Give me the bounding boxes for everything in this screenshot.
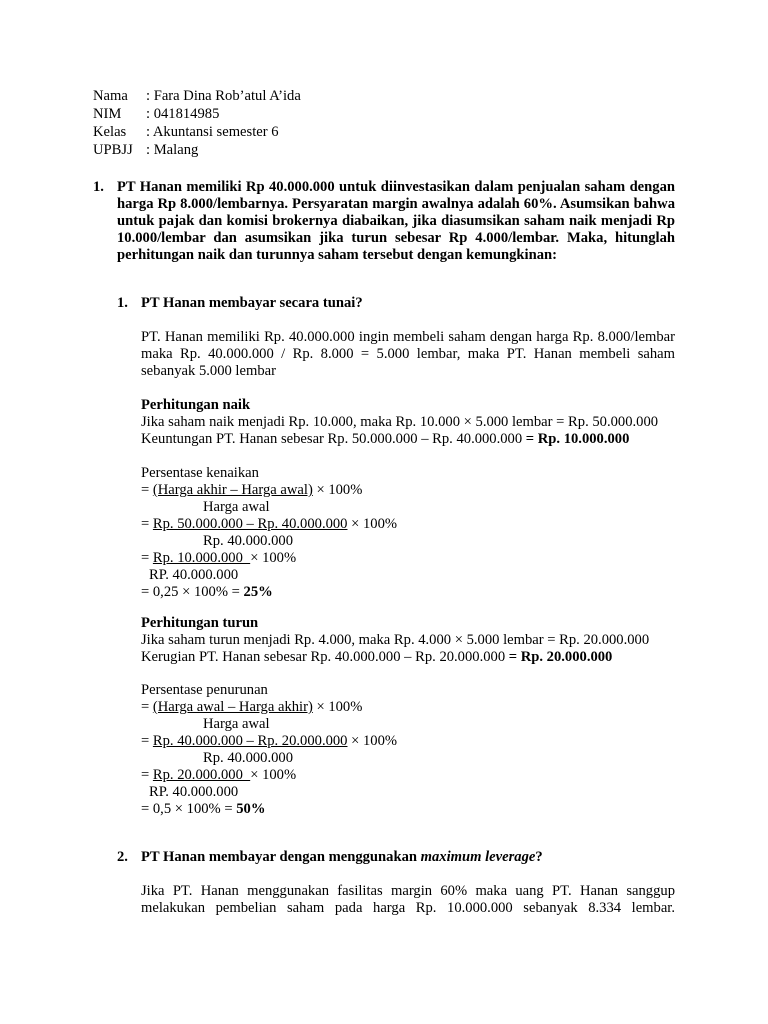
formula-denominator: Rp. 40.000.000 [203,533,293,549]
profit-amount: = Rp. 10.000.000 [525,431,630,447]
formula-multiplier: × 100% [250,550,297,566]
identity-key: NIM [93,106,122,122]
formula-numerator: Rp. 40.000.000 – Rp. 20.000.000 [152,733,348,749]
equals-sign: = [141,733,153,749]
formula-numerator: Rp. 10.000.000 [152,550,251,566]
result-value: 50% [236,801,266,817]
equals-sign: = [141,516,153,532]
equals-sign: = [141,550,153,566]
formula-label: Persentase kenaikan [141,465,259,481]
answer-line: melakukan pembelian saham pada harga Rp. 10.000.000 sebanyak 8.334 lembar. [141,900,675,916]
question-text: PT Hanan memiliki Rp 40.000.000 untuk diinvestasikan dalam penjualan saham dengan harga Rp 8.000/lembarnya. Persyaratan margin awalnya adalah 60%. Asumsikan bahwa untuk pajak dan komisi brokernya diabaikan, jika diasumsikan saham naik menjadi Rp 10.000/lembar dan asumsikan jika turun sebesar Rp 4.000/lembar. Maka, hitunglah perhitungan naik dan turunnya saham tersebut dengan kemungkinan: [117,179,675,263]
formula-multiplier: × 100% [347,516,398,532]
perhitungan-naik-section [141,397,675,448]
loss-line [141,649,675,666]
formula-result [141,801,675,818]
subquestion-title: PT Hanan membayar secara tunai? [141,295,363,311]
answer-line: Jika PT. Hanan menggunakan fasilitas margin 60% maka uang PT. Hanan sanggup [141,883,675,899]
formula-denominator: Harga awal [203,716,270,732]
formula-line [141,767,675,784]
identity-value: : Fara Dina Rob’atul A’ida [146,88,301,104]
formula-denominator: RP. 40.000.000 [149,784,239,800]
persentase-penurunan-section [141,682,675,818]
identity-value: : 041814985 [146,106,220,122]
formula-denominator: RP. 40.000.000 [149,567,239,583]
equals-sign: = [141,767,153,783]
formula-label: Persentase penurunan [141,682,268,698]
formula-multiplier: × 100% [250,767,297,783]
calculation-line: Jika saham naik menjadi Rp. 10.000, maka Rp. 10.000 × 5.000 lembar = Rp. 50.000.000 [141,414,659,430]
question-1 [93,179,675,264]
subquestion-2-heading [117,849,677,866]
subquestion-1-heading [117,295,677,312]
loss-text: Kerugian PT. Hanan sebesar Rp. 40.000.000 – Rp. 20.000.000 [141,649,509,665]
perhitungan-turun-section [141,615,675,666]
formula-numerator: (Harga awal – Harga akhir) [152,699,313,715]
persentase-kenaikan-section [141,465,675,601]
subquestion-2-answer [141,883,675,917]
formula-denominator: Rp. 40.000.000 [203,750,293,766]
identity-row-class [93,124,301,142]
equals-sign: = [141,699,153,715]
formula-numerator: (Harga akhir – Harga awal) [152,482,313,498]
student-identity [93,88,301,160]
formula-line [141,516,675,533]
subquestion-1-intro: PT. Hanan memiliki Rp. 40.000.000 ingin membeli saham dengan harga Rp. 8.000/lembar maka Rp. 40.000.000 / Rp. 8.000 = 5.000 lembar, maka PT. Hanan membeli saham sebanyak 5.000 lembar [141,329,675,379]
profit-line [141,431,675,448]
identity-row-nim [93,106,301,124]
identity-key: Kelas [93,124,127,140]
formula-line [141,699,675,716]
loss-amount: = Rp. 20.000.000 [508,649,613,665]
identity-key: Nama [93,88,128,104]
identity-value: : Akuntansi semester 6 [146,124,279,140]
identity-row-upbjj [93,142,301,160]
question-number: 1. [93,179,104,195]
formula-result [141,584,675,601]
result-text: = 0,25 × 100% = [141,584,244,600]
result-text: = 0,5 × 100% = [141,801,237,817]
equals-sign: = [141,482,153,498]
formula-line [141,733,675,750]
calculation-line: Jika saham turun menjadi Rp. 4.000, maka Rp. 4.000 × 5.000 lembar = Rp. 20.000.000 [141,632,650,648]
subquestion-number: 2. [117,849,128,865]
profit-text: Keuntungan PT. Hanan sebesar Rp. 50.000.000 – Rp. 40.000.000 [141,431,526,447]
formula-numerator: Rp. 20.000.000 [152,767,251,783]
title-emphasis: maximum leverage [420,849,536,865]
formula-denominator: Harga awal [203,499,270,515]
formula-line [141,482,675,499]
formula-line [141,550,675,567]
formula-multiplier: × 100% [312,482,363,498]
result-value: 25% [243,584,273,600]
subquestion-title [141,849,677,866]
title-text: PT Hanan membayar dengan menggunakan [141,849,421,865]
section-heading: Perhitungan turun [141,615,259,631]
formula-multiplier: × 100% [347,733,398,749]
identity-row-name [93,88,301,106]
section-heading: Perhitungan naik [141,397,251,413]
subquestion-number: 1. [117,295,128,311]
formula-numerator: Rp. 50.000.000 – Rp. 40.000.000 [152,516,348,532]
formula-multiplier: × 100% [312,699,363,715]
identity-key: UPBJJ [93,142,133,158]
identity-value: : Malang [146,142,199,158]
title-question-mark: ? [535,849,543,865]
